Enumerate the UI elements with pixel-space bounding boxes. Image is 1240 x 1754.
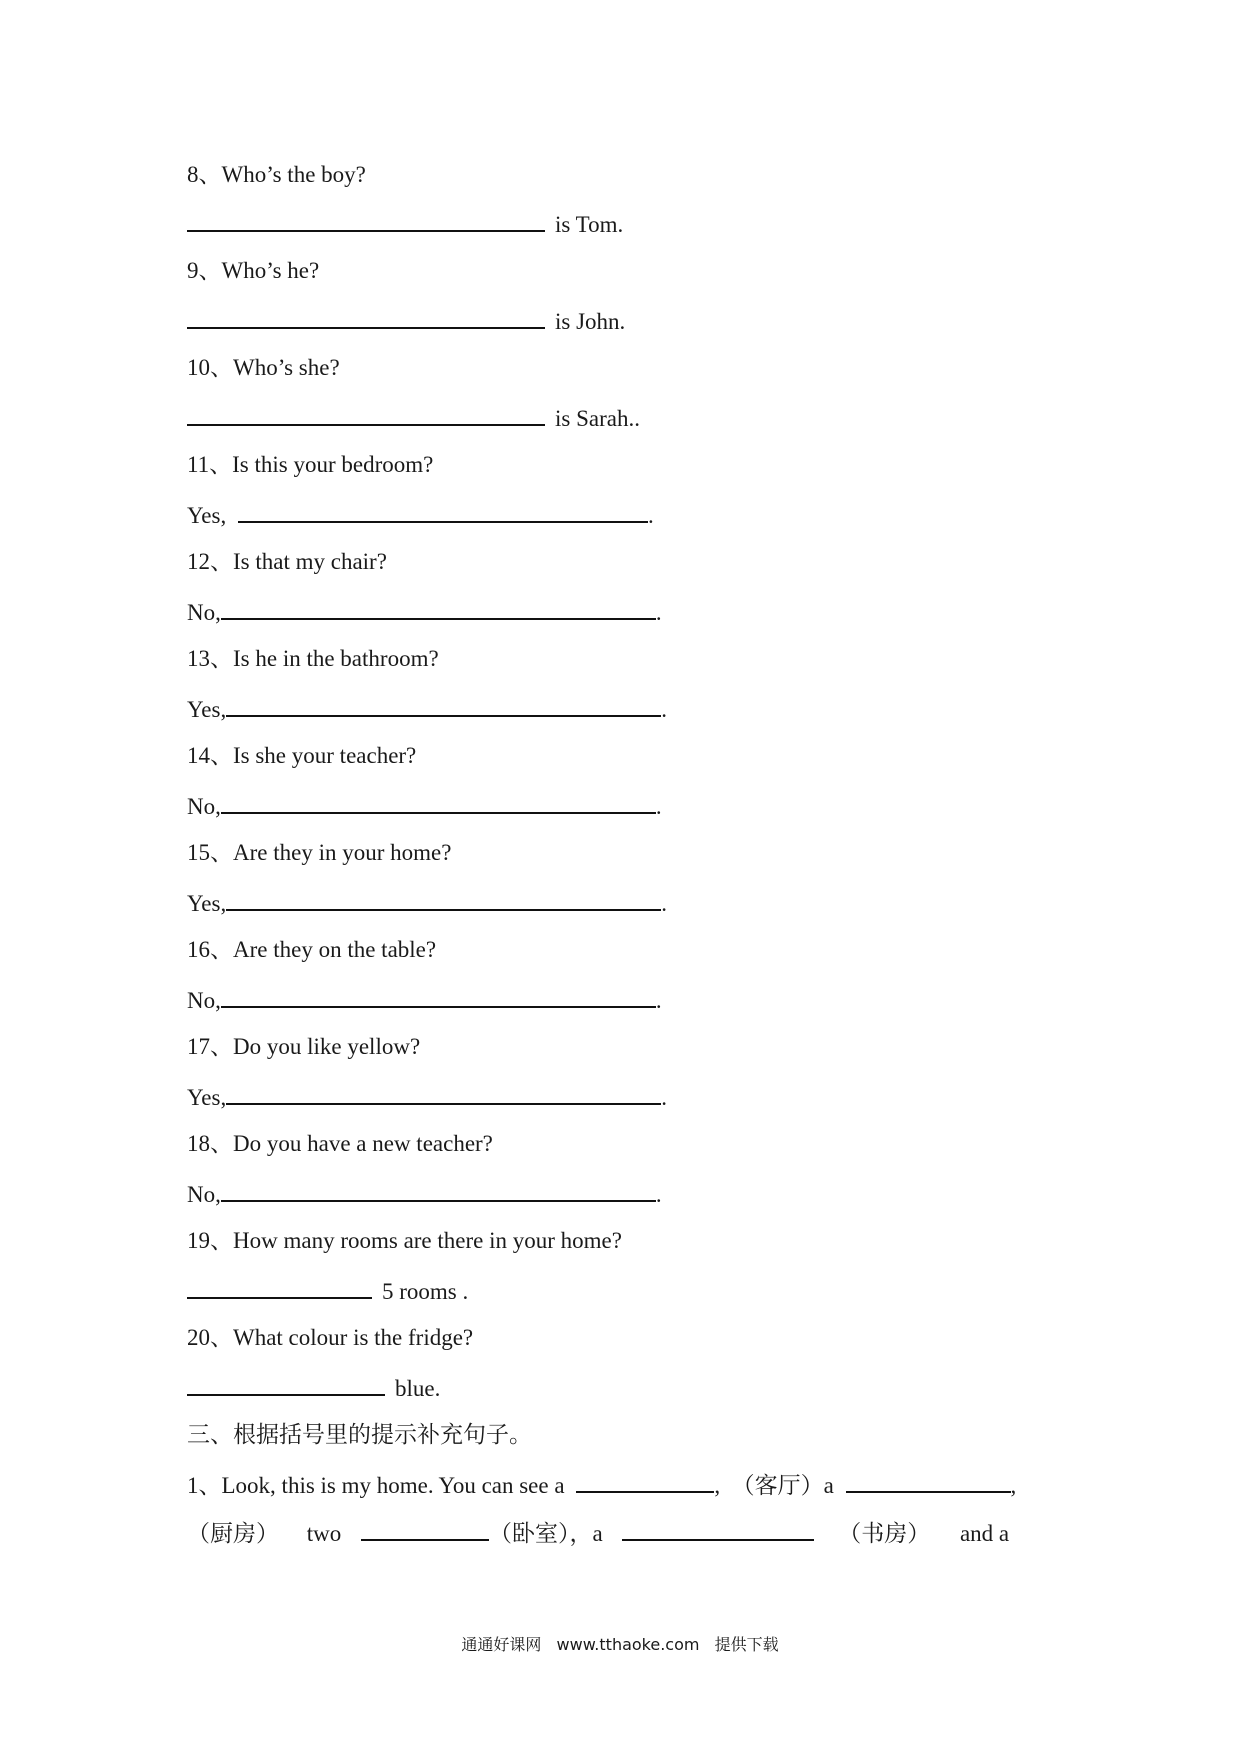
answer-blank[interactable] — [226, 693, 661, 717]
bedroom-blank[interactable] — [361, 1517, 489, 1541]
question-text: 9、Who’s he? — [187, 258, 320, 283]
answer-12 — [187, 596, 662, 628]
section-heading-text: 三、根据括号里的提示补充句子。 — [187, 1422, 532, 1447]
answer-blank[interactable] — [187, 1372, 385, 1396]
word-and-a: and a — [959, 1521, 1010, 1546]
answer-period: . — [661, 697, 667, 722]
study-hint: （书房） — [838, 1521, 931, 1546]
answer-10 — [187, 402, 640, 434]
answer-14 — [187, 790, 662, 822]
answer-13 — [187, 693, 667, 725]
answer-blank[interactable] — [221, 596, 656, 620]
answer-prefix: No, — [187, 988, 221, 1013]
answer-period: . — [647, 503, 654, 528]
answer-period: . — [655, 600, 662, 625]
question-9 — [187, 256, 319, 286]
question-13 — [187, 644, 439, 674]
question-text: 10、Who’s she? — [187, 355, 340, 380]
answer-suffix: blue. — [395, 1376, 441, 1401]
question-text: 14、Is she your teacher? — [187, 743, 417, 768]
answer-period: . — [655, 1182, 662, 1207]
answer-blank[interactable] — [187, 402, 545, 426]
answer-period: . — [655, 988, 662, 1013]
question-text: 11、Is this your bedroom? — [187, 452, 434, 477]
footer-suffix: 提供下载 — [714, 1635, 779, 1654]
question-text: 17、Do you like yellow? — [187, 1034, 421, 1059]
question-15 — [187, 838, 451, 868]
answer-blank[interactable] — [187, 305, 545, 329]
question-text: 12、Is that my chair? — [187, 549, 387, 574]
answer-8 — [187, 208, 623, 240]
question-16 — [187, 935, 436, 965]
question-8 — [187, 160, 366, 190]
answer-prefix: No, — [187, 1182, 221, 1207]
living-room-hint: （客厅）a — [731, 1473, 834, 1498]
study-blank[interactable] — [622, 1517, 814, 1541]
answer-prefix: No, — [187, 794, 221, 819]
answer-blank[interactable] — [187, 208, 545, 232]
answer-blank[interactable] — [226, 1081, 661, 1105]
sentence-comma: , — [1010, 1473, 1017, 1498]
answer-16 — [187, 984, 662, 1016]
question-19 — [187, 1226, 622, 1256]
answer-blank[interactable] — [238, 499, 648, 523]
answer-9 — [187, 305, 625, 337]
answer-prefix: Yes, — [187, 891, 227, 916]
question-14 — [187, 741, 416, 771]
answer-blank[interactable] — [187, 1275, 372, 1299]
answer-blank[interactable] — [226, 887, 661, 911]
answer-period: . — [661, 1085, 667, 1110]
question-text: 19、How many rooms are there in your home? — [187, 1228, 622, 1253]
bedroom-hint: （卧室），a — [489, 1521, 603, 1546]
question-text: 8、Who’s the boy? — [187, 162, 366, 187]
question-10 — [187, 353, 340, 383]
question-17 — [187, 1032, 420, 1062]
answer-18 — [187, 1178, 662, 1210]
answer-blank[interactable] — [221, 1178, 656, 1202]
question-20 — [187, 1323, 473, 1353]
question-18 — [187, 1129, 493, 1159]
answer-blank[interactable] — [221, 790, 656, 814]
question-text: 20、What colour is the fridge? — [187, 1325, 474, 1350]
section-3-line-2 — [187, 1517, 1057, 1549]
answer-period: . — [655, 794, 662, 819]
living-room-blank[interactable] — [576, 1469, 714, 1493]
sentence-text: 1、Look, this is my home. You can see a — [187, 1473, 565, 1498]
answer-11 — [187, 499, 654, 531]
question-text: 16、Are they on the table? — [187, 937, 437, 962]
word-two: two — [306, 1521, 342, 1546]
answer-prefix: No, — [187, 600, 221, 625]
page-footer — [0, 1632, 1240, 1655]
answer-15 — [187, 887, 667, 919]
question-text: 13、Is he in the bathroom? — [187, 646, 439, 671]
section-3-line-1: 1、Look, this is my home. You can see a , （客厅）a , — [187, 1469, 1057, 1501]
answer-suffix: is John. — [555, 309, 626, 334]
question-11 — [187, 450, 433, 480]
answer-suffix: is Tom. — [555, 212, 624, 237]
footer-site-name: 通通好课网 — [461, 1635, 542, 1654]
answer-suffix: is Sarah.. — [555, 406, 640, 431]
answer-period: . — [661, 891, 667, 916]
footer-url[interactable]: www.tthaoke.com — [556, 1635, 700, 1654]
answer-20 — [187, 1372, 440, 1404]
kitchen-hint: （厨房） — [187, 1521, 279, 1546]
question-text: 15、Are they in your home? — [187, 840, 452, 865]
answer-suffix: 5 rooms . — [382, 1279, 469, 1304]
kitchen-blank[interactable] — [846, 1469, 1011, 1493]
answer-17 — [187, 1081, 667, 1113]
question-12 — [187, 547, 387, 577]
section-3-heading — [187, 1420, 532, 1450]
answer-prefix: Yes, — [187, 697, 227, 722]
answer-blank[interactable] — [221, 984, 656, 1008]
answer-prefix: Yes, — [187, 503, 227, 528]
question-text: 18、Do you have a new teacher? — [187, 1131, 493, 1156]
answer-19 — [187, 1275, 468, 1307]
answer-prefix: Yes, — [187, 1085, 227, 1110]
